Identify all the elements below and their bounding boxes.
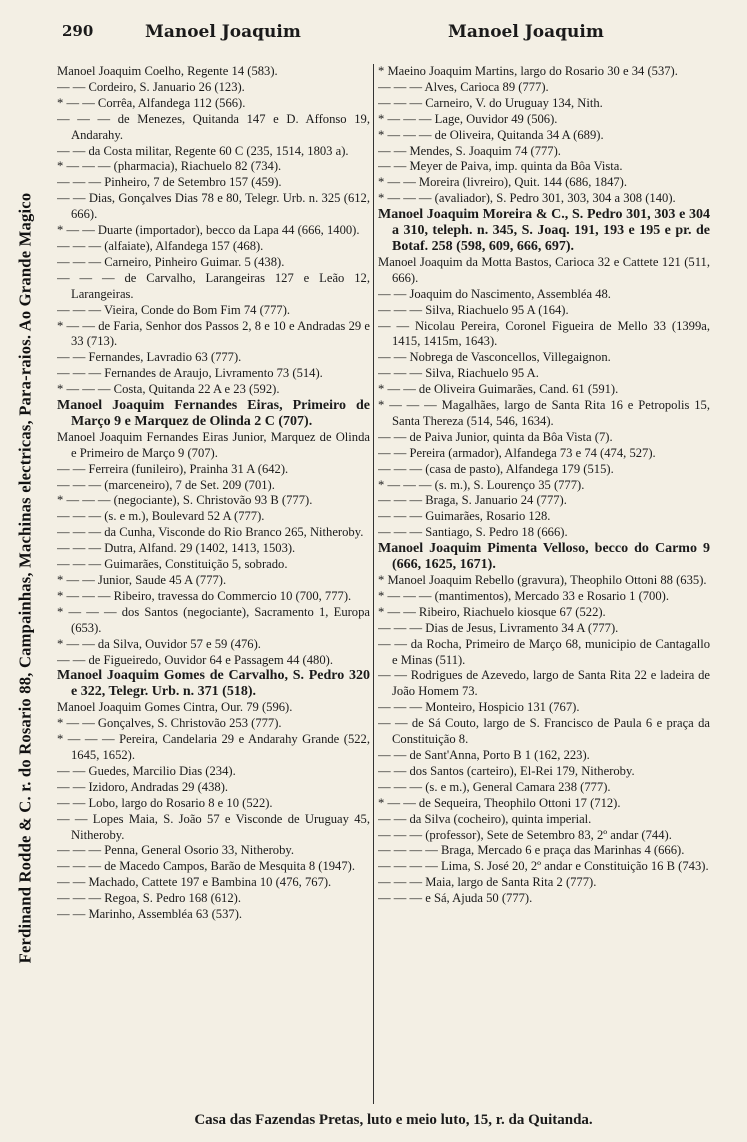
running-head-right: Manoel Joaquim — [448, 22, 604, 42]
page-header — [50, 22, 737, 50]
directory-entry: — — Izidoro, Andradas 29 (438). — [57, 779, 229, 794]
directory-entry: — — — Fernandes de Araujo, Livramento 73 (514). — [57, 366, 323, 381]
directory-entry: — — da Rocha, Primeiro de Março 68, municipio de Cantagallo e Minas (511). — [378, 636, 710, 667]
directory-entry: * — — de Oliveira Guimarães, Cand. 61 (591). — [378, 382, 619, 397]
directory-entry: — — de Figueiredo, Ouvidor 64 e Passagem 44 (480). — [57, 652, 333, 667]
directory-entry: * — — — Pereira, Candelaria 29 e Andarahy Grande (522, 1645, 1652). — [57, 732, 370, 762]
side-advertisement-text: Ferdinand Rodde & C. r. do Rosario 88, Campainhas, Machinas electricas, Para-raios. Ao Grande Magico — [15, 192, 35, 963]
directory-entry: — — Fernandes, Lavradio 63 (777). — [57, 350, 242, 365]
directory-entry: — — — (s. e m.), Boulevard 52 A (777). — [57, 509, 265, 524]
directory-entry: — — — (alfaiate), Alfandega 157 (468). — [57, 238, 264, 253]
left-column — [57, 64, 370, 1104]
directory-entry: — — — (marceneiro), 7 de Set. 209 (701). — [57, 477, 275, 492]
directory-entry: * — — — de Oliveira, Quitanda 34 A (689). — [378, 127, 604, 142]
right-column — [378, 64, 710, 1104]
directory-entry: * — — — dos Santos (negociante), Sacramento 1, Europa (653). — [57, 604, 370, 635]
directory-entry: — — Marinho, Assembléa 63 (537). — [57, 907, 243, 922]
directory-entry: * — — Junior, Saude 45 A (777). — [57, 573, 227, 587]
directory-entry: — — — — Lima, S. José 20, 2º andar e Constituição 16 B (743). — [378, 859, 709, 874]
directory-entry: — — Mendes, S. Joaquim 74 (777). — [378, 143, 561, 158]
directory-entry: — — Nobrega de Vasconcellos, Villegaignon. — [378, 350, 611, 365]
directory-entry: * — — — (s. m.), S. Lourenço 35 (777). — [378, 477, 585, 492]
entry-heading: Manoel Joaquim Pimenta Velloso, becco do Carmo 9 (666, 1625, 1671). — [378, 541, 710, 573]
directory-entry: — — — Carneiro, V. do Uruguay 134, Nith. — [378, 95, 603, 110]
directory-entry: — — — Braga, S. Januario 24 (777). — [378, 493, 567, 508]
directory-entry: — — — Pinheiro, 7 de Setembro 157 (459). — [57, 175, 282, 190]
directory-entry: — — — Monteiro, Hospicio 131 (767). — [378, 700, 580, 715]
entry-heading: Manoel Joaquim Moreira & C., S. Pedro 301, 303 e 304 a 310, teleph. n. 345, S. Joaq. 191, 193 e 195 e pr. de Botaf. 258 (598, 609, 666, 697). — [378, 207, 710, 254]
directory-entry: * — — — (avaliador), S. Pedro 301, 303, 304 a 308 (140). — [378, 191, 676, 206]
directory-entry: — — — e Sá, Ajuda 50 (777). — [378, 891, 533, 906]
directory-entry: * — — Corrêa, Alfandega 112 (566). — [57, 95, 246, 110]
directory-entry: — — Joaquim do Nascimento, Assembléa 48. — [378, 286, 611, 301]
directory-entry: * — — — (pharmacia), Riachuelo 82 (734). — [57, 159, 282, 174]
side-advertisement — [0, 40, 50, 1115]
directory-entry: — — Dias, Gonçalves Dias 78 e 80, Telegr. Urb. n. 325 (612, 666). — [57, 191, 370, 222]
directory-entry: — — — — Braga, Mercado 6 e praça das Marinhas 4 (666). — [378, 843, 685, 858]
directory-entry: * — — Gonçalves, S. Christovão 253 (777). — [57, 716, 282, 731]
directory-entry: — — de Sá Couto, largo de S. Francisco de Paula 6 e praça da Constituição 8. — [378, 716, 710, 747]
entry-heading: Manoel Joaquim Fernandes Eiras, Primeiro de Março 9 e Marquez de Olinda 2 C (707). — [57, 398, 370, 429]
directory-entry: — — Guedes, Marcilio Dias (234). — [57, 763, 236, 778]
directory-entry: — — dos Santos (carteiro), El-Rei 179, Nitheroby. — [378, 763, 635, 778]
directory-entry: Manoel Joaquim Gomes Cintra, Our. 79 (596). — [57, 700, 293, 715]
directory-entry: — — — de Macedo Campos, Barão de Mesquita 8 (1947). — [57, 859, 355, 874]
directory-entry: * — — — Lage, Ouvidor 49 (506). — [378, 111, 558, 126]
directory-entry: — — Pereira (armador), Alfandega 73 e 74 (474, 527). — [378, 445, 656, 460]
directory-entry: — — — Alves, Carioca 89 (777). — [378, 79, 549, 94]
directory-entry: — — — Silva, Riachuelo 95 A. — [378, 366, 539, 381]
directory-entry: Manoel Joaquim Fernandes Eiras Junior, Marquez de Olinda e Primeiro de Março 9 (707). — [57, 429, 370, 460]
directory-entry: — — Cordeiro, S. Januario 26 (123). — [57, 79, 245, 94]
directory-entry: — — — de Carvalho, Larangeiras 127 e Leão 12, Larangeiras. — [57, 270, 370, 301]
directory-entry: — — — Vieira, Conde do Bom Fim 74 (777). — [57, 302, 291, 317]
directory-entry: * — — de Sequeira, Theophilo Ottoni 17 (712). — [378, 795, 621, 810]
page-number: 290 — [62, 22, 94, 40]
directory-entry: * — — Ribeiro, Riachuelo kiosque 67 (522). — [378, 604, 606, 619]
entry-heading: Manoel Joaquim Gomes de Carvalho, S. Pedro 320 e 322, Telegr. Urb. n. 371 (518). — [57, 668, 370, 700]
directory-entry: * — — de Faria, Senhor dos Passos 2, 8 e 10 e Andradas 29 e 33 (713). — [57, 318, 370, 349]
directory-entry: — — — Guimarães, Constituição 5, sobrado. — [57, 557, 288, 572]
directory-entry: — — — (s. e m.), General Camara 238 (777). — [378, 779, 611, 794]
directory-entry: — — — (professor), Sete de Setembro 83, 2º andar (744). — [378, 827, 672, 842]
footer-advertisement: Casa das Fazendas Pretas, luto e meio luto, 15, r. da Quitanda. — [194, 1112, 593, 1128]
directory-entry: — — Ferreira (funileiro), Prainha 31 A (642). — [57, 461, 289, 476]
directory-entry: — — — Penna, General Osorio 33, Nitheroby. — [57, 843, 295, 858]
directory-entry: — — da Silva (cocheiro), quinta imperial. — [378, 811, 592, 826]
directory-entry: — — de Sant'Anna, Porto B 1 (162, 223). — [378, 747, 590, 762]
directory-entry: — — Lopes Maia, S. João 57 e Visconde de Uruguay 45, Nitheroby. — [57, 811, 370, 842]
directory-entry: * — — — (mantimentos), Mercado 33 e Rosario 1 (700). — [378, 588, 669, 603]
directory-entry: — — — de Menezes, Quitanda 147 e D. Affonso 19, Andarahy. — [57, 111, 370, 142]
directory-entry: — — — Maia, largo de Santa Rita 2 (777). — [378, 875, 597, 890]
directory-entry: — — Nicolau Pereira, Coronel Figueira de Mello 33 (1399a, 1415, 1415m, 1643). — [378, 318, 710, 349]
directory-entry: — — — Silva, Riachuelo 95 A (164). — [378, 302, 569, 317]
directory-entry: — — — Dias de Jesus, Livramento 34 A (777). — [378, 620, 619, 635]
directory-entry: — — Lobo, largo do Rosario 8 e 10 (522). — [57, 795, 273, 810]
directory-entry: — — — Santiago, S. Pedro 18 (666). — [378, 525, 568, 540]
directory-entry: — — — da Cunha, Visconde do Rio Branco 265, Nitheroby. — [57, 525, 364, 540]
directory-entry: Manoel Joaquim Coelho, Regente 14 (583). — [57, 64, 278, 78]
directory-entry: * — — — (negociante), S. Christovão 93 B (777). — [57, 493, 313, 508]
directory-entry: — — — Dutra, Alfand. 29 (1402, 1413, 1503). — [57, 541, 296, 556]
running-head-left: Manoel Joaquim — [145, 22, 301, 42]
directory-entry: — — — Guimarães, Rosario 128. — [378, 509, 551, 524]
directory-entry: * Maeino Joaquim Martins, largo do Rosario 30 e 34 (537). — [378, 64, 678, 78]
directory-entry: * — — Duarte (importador), becco da Lapa 44 (666, 1400). — [57, 223, 360, 238]
directory-entry: * — — — Costa, Quitanda 22 A e 23 (592). — [57, 382, 280, 397]
directory-entry: — — Meyer de Paiva, imp. quinta da Bôa Vista. — [378, 159, 623, 174]
directory-entry: — — Rodrigues de Azevedo, largo de Santa Rita 22 e ladeira de João Homem 73. — [378, 668, 710, 699]
directory-entry: * Manoel Joaquim Rebello (gravura), Theophilo Ottoni 88 (635). — [378, 573, 707, 587]
directory-entry: — — Machado, Cattete 197 e Bambina 10 (476, 767). — [57, 875, 332, 890]
directory-entry: * — — — Magalhães, largo de Santa Rita 16 e Petropolis 15, Santa Thereza (514, 546, 1634). — [378, 398, 710, 428]
directory-entry: — — da Costa militar, Regente 60 C (235, 1514, 1803 a). — [57, 143, 349, 158]
directory-entry: * — — da Silva, Ouvidor 57 e 59 (476). — [57, 636, 261, 651]
directory-entry: Manoel Joaquim da Motta Bastos, Carioca 32 e Cattete 121 (511, 666). — [378, 254, 710, 285]
directory-entry: — — — (casa de pasto), Alfandega 179 (515). — [378, 461, 614, 476]
directory-entry: — — — Carneiro, Pinheiro Guimar. 5 (438). — [57, 254, 285, 269]
directory-entry: — — de Paiva Junior, quinta da Bôa Vista (7). — [378, 429, 613, 444]
directory-entry: * — — Moreira (livreiro), Quit. 144 (686, 1847). — [378, 175, 628, 190]
directory-entry: — — — Regoa, S. Pedro 168 (612). — [57, 891, 241, 906]
column-divider — [373, 64, 374, 1104]
directory-entry: * — — — Ribeiro, travessa do Commercio 10 (700, 777). — [57, 588, 352, 603]
